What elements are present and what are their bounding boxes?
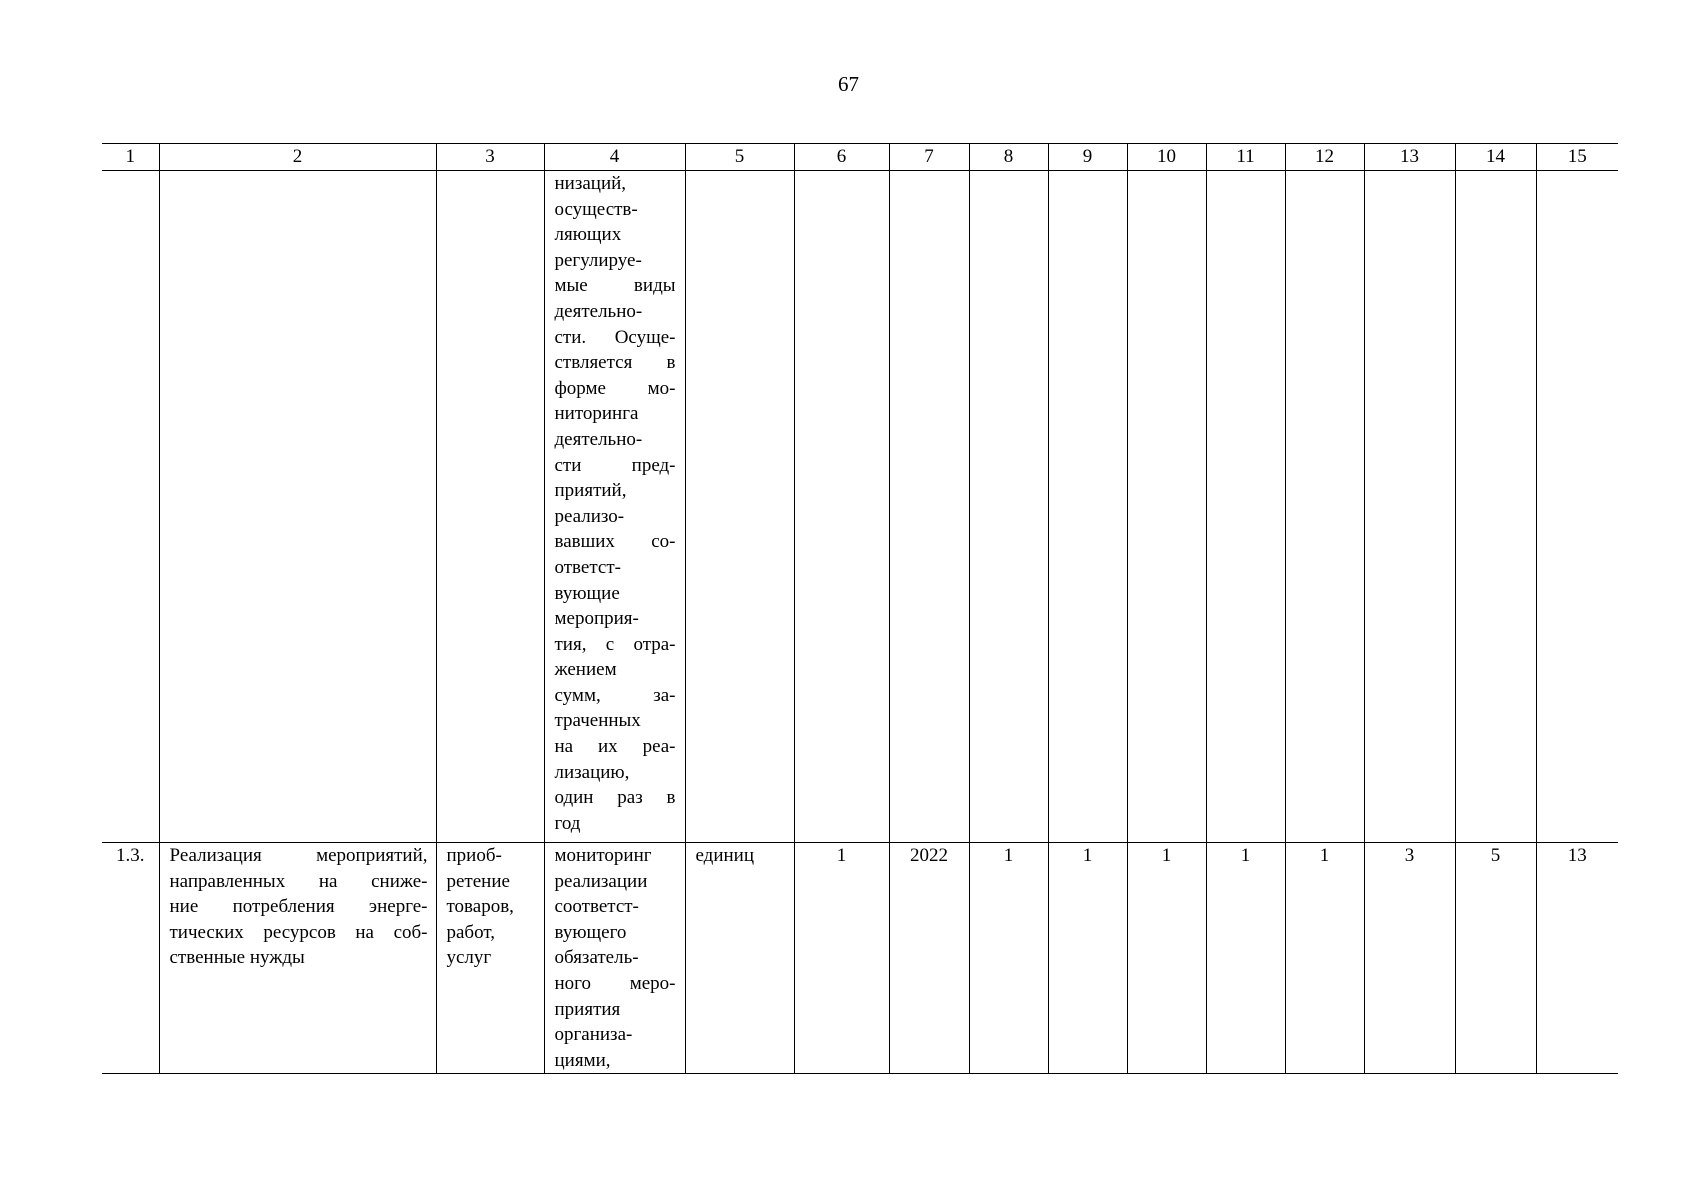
text-line: осуществ- bbox=[554, 198, 638, 220]
text-line: регулируе- bbox=[554, 249, 642, 271]
column-header-8: 8 bbox=[969, 144, 1048, 171]
cell-continuation-col6 bbox=[794, 171, 889, 843]
text-line: мые виды bbox=[554, 275, 676, 297]
text-line: направленных на сниже- bbox=[169, 870, 428, 892]
text-line: один раз в bbox=[554, 787, 676, 809]
text-line: Реализация мероприятий, bbox=[169, 845, 428, 866]
value-cell-col11: 1 bbox=[1206, 843, 1285, 1074]
cell-continuation-col10 bbox=[1127, 171, 1206, 843]
column-header-6: 6 bbox=[794, 144, 889, 171]
text-line: работ, bbox=[446, 921, 495, 943]
table-header-row bbox=[102, 144, 1618, 171]
table-row-continuation bbox=[102, 171, 1618, 843]
text-line: ного меро- bbox=[554, 972, 676, 994]
text-line: циями, bbox=[554, 1049, 611, 1071]
value-cell-col12: 1 bbox=[1285, 843, 1364, 1074]
text-line: сумм, за- bbox=[554, 684, 676, 706]
cell-continuation-col15 bbox=[1536, 171, 1618, 843]
value-cell-col9: 1 bbox=[1048, 843, 1127, 1074]
measures-table bbox=[102, 143, 1618, 1074]
text-line: форме мо- bbox=[554, 377, 676, 399]
column-header-11: 11 bbox=[1206, 144, 1285, 171]
value-cell-col15: 13 bbox=[1536, 843, 1618, 1074]
text-line: низаций, bbox=[554, 173, 627, 194]
cell-continuation-col1 bbox=[102, 171, 159, 843]
text-line: услуг bbox=[446, 947, 492, 969]
column-header-4: 4 bbox=[544, 144, 685, 171]
text-line: организа- bbox=[554, 1024, 633, 1046]
value-cell-col10: 1 bbox=[1127, 843, 1206, 1074]
text-line: жением bbox=[554, 659, 617, 681]
column-header-10: 10 bbox=[1127, 144, 1206, 171]
cell-continuation-col2 bbox=[159, 171, 436, 843]
text-line: ственные нужды bbox=[169, 947, 305, 969]
text-line: вующего bbox=[554, 921, 627, 943]
column-header-1: 1 bbox=[102, 144, 159, 171]
column-header-3: 3 bbox=[436, 144, 544, 171]
text-line: мероприя- bbox=[554, 608, 639, 630]
cell-continuation-col13 bbox=[1364, 171, 1455, 843]
text-line: реализо- bbox=[554, 505, 625, 527]
cell-continuation-col8 bbox=[969, 171, 1048, 843]
text-line: деятельно- bbox=[554, 428, 643, 450]
text-line: ляющих bbox=[554, 224, 622, 246]
text-line: приятий, bbox=[554, 480, 627, 502]
text-line: лизацию, bbox=[554, 761, 630, 783]
column-header-7: 7 bbox=[889, 144, 969, 171]
text-line: тия, с отра- bbox=[554, 633, 676, 655]
cell-continuation-col9 bbox=[1048, 171, 1127, 843]
cell-continuation-col14 bbox=[1455, 171, 1536, 843]
cell-continuation-col5 bbox=[685, 171, 794, 843]
text-line: год bbox=[554, 812, 581, 834]
table-row-1-3 bbox=[102, 843, 1618, 1074]
cell-continuation-col12 bbox=[1285, 171, 1364, 843]
text-line: ответст- bbox=[554, 556, 621, 578]
value-cell-col14: 5 bbox=[1455, 843, 1536, 1074]
expense-type-cell bbox=[436, 843, 544, 1074]
value-cell-col8: 1 bbox=[969, 843, 1048, 1074]
text-line: мониторинг bbox=[554, 845, 652, 866]
text-line: приоб- bbox=[446, 845, 502, 866]
text-line: соответст- bbox=[554, 896, 639, 918]
column-header-5: 5 bbox=[685, 144, 794, 171]
text-line: реализации bbox=[554, 870, 648, 892]
column-header-12: 12 bbox=[1285, 144, 1364, 171]
text-line: обязатель- bbox=[554, 947, 639, 969]
text-line: ствляется в bbox=[554, 352, 676, 374]
row-number-cell: 1.3. bbox=[102, 843, 159, 1074]
value-cell-col13: 3 bbox=[1364, 843, 1455, 1074]
text-line: вавших со- bbox=[554, 531, 676, 553]
column-header-13: 13 bbox=[1364, 144, 1455, 171]
cell-continuation-col7 bbox=[889, 171, 969, 843]
text-line: ние потребления энерге- bbox=[169, 896, 428, 918]
cell-continuation-col3 bbox=[436, 171, 544, 843]
text-line: вующие bbox=[554, 582, 620, 604]
measure-name-cell bbox=[159, 843, 436, 1074]
cell-continuation-col11 bbox=[1206, 171, 1285, 843]
text-line: приятия bbox=[554, 998, 621, 1020]
column-header-2: 2 bbox=[159, 144, 436, 171]
text-line: ретение bbox=[446, 870, 510, 892]
page-number: 67 bbox=[838, 72, 859, 96]
text-line: деятельно- bbox=[554, 300, 643, 322]
text-line: тических ресурсов на соб- bbox=[169, 921, 428, 943]
text-line: на их реа- bbox=[554, 736, 676, 758]
text-line: товаров, bbox=[446, 896, 514, 918]
text-line: сти. Осуще- bbox=[554, 326, 676, 348]
text-line: траченных bbox=[554, 710, 641, 732]
indicator-description-cell bbox=[544, 843, 685, 1074]
text-line: ниторинга bbox=[554, 403, 639, 425]
value-cell-col6: 1 bbox=[794, 843, 889, 1074]
column-header-15: 15 bbox=[1536, 144, 1618, 171]
year-cell: 2022 bbox=[889, 843, 969, 1074]
column-header-9: 9 bbox=[1048, 144, 1127, 171]
unit-cell: единиц bbox=[685, 843, 794, 1074]
text-line: сти пред- bbox=[554, 454, 676, 476]
column-header-14: 14 bbox=[1455, 144, 1536, 171]
cell-continuation-col4 bbox=[544, 171, 685, 843]
